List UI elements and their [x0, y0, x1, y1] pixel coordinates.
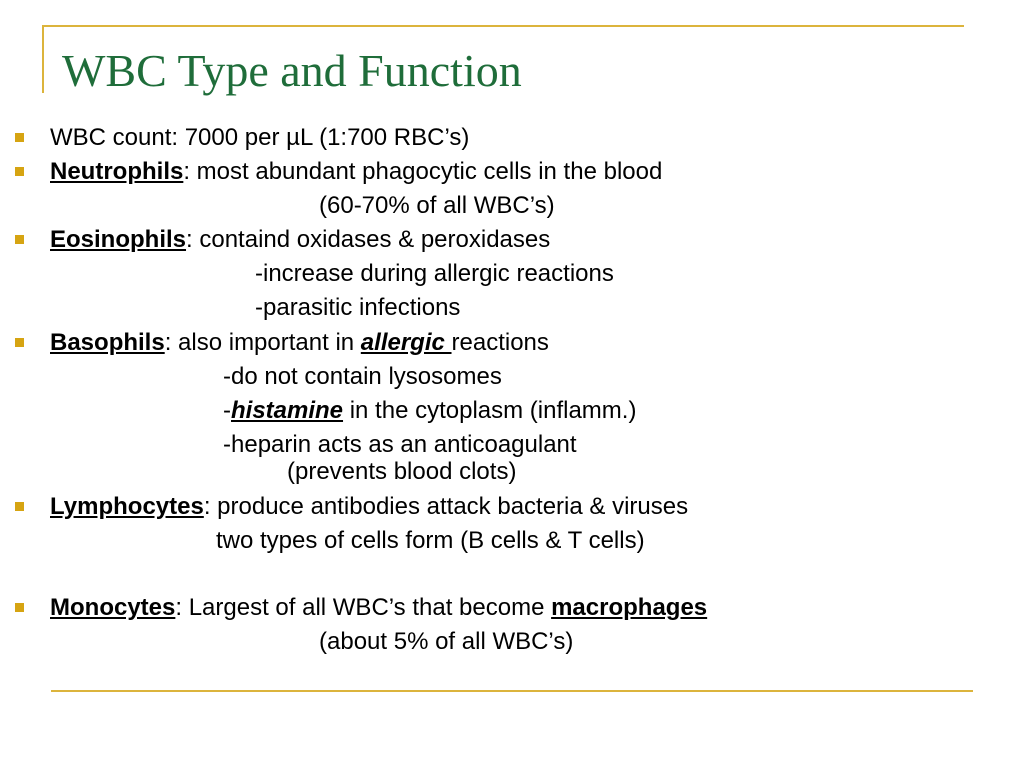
- bullet-marker: [15, 502, 24, 511]
- eosinophils-detail-2: -parasitic infections: [255, 294, 461, 321]
- eosinophils-term: Eosinophils: [50, 226, 187, 253]
- bullet-marker: [15, 603, 24, 612]
- basophils-detail-2-emph: histamine: [231, 397, 344, 424]
- bullet-marker: [15, 133, 24, 142]
- lymphocytes-detail: two types of cells form (B cells & T cells): [216, 527, 645, 554]
- slide-title: WBC Type and Function: [62, 45, 522, 96]
- bullet-marker: [15, 235, 24, 244]
- monocytes-desc-emph: macrophages: [551, 594, 708, 621]
- basophils-line: [50, 328, 549, 358]
- basophils-desc-suffix: reactions: [451, 329, 549, 356]
- bullet-marker: [15, 338, 24, 347]
- bottom-divider-line: [51, 690, 973, 692]
- neutrophils-desc: : most abundant phagocytic cells in the blood: [183, 158, 663, 185]
- neutrophils-detail: (60-70% of all WBC’s): [319, 192, 555, 219]
- basophils-detail-1: -do not contain lysosomes: [223, 363, 502, 390]
- neutrophils-line: [50, 157, 662, 187]
- bullet-marker: [15, 167, 24, 176]
- basophils-term: Basophils: [50, 329, 165, 356]
- lymphocytes-desc: : produce antibodies attack bacteria & viruses: [203, 493, 689, 520]
- lymphocytes-line: [50, 492, 688, 522]
- top-frame-line: [42, 25, 964, 27]
- eosinophils-desc: : containd oxidases & peroxidases: [186, 226, 551, 253]
- eosinophils-line: [50, 225, 550, 255]
- basophils-detail-4: (prevents blood clots): [287, 458, 517, 485]
- basophils-desc-emph: allergic: [360, 329, 452, 356]
- monocytes-desc: : Largest of all WBC’s that become: [175, 594, 552, 621]
- left-frame-line: [42, 25, 44, 93]
- basophils-detail-2: [223, 396, 636, 426]
- neutrophils-term: Neutrophils: [50, 158, 184, 185]
- lymphocytes-term: Lymphocytes: [50, 493, 204, 520]
- basophils-desc-prefix: : also important in: [164, 329, 361, 356]
- wbc-count-line: WBC count: 7000 per µL (1:700 RBC’s): [50, 124, 470, 151]
- basophils-detail-2-prefix: -: [223, 397, 231, 424]
- monocytes-term: Monocytes: [50, 594, 176, 621]
- eosinophils-detail-1: -increase during allergic reactions: [255, 260, 614, 287]
- basophils-detail-3: -heparin acts as an anticoagulant: [223, 431, 577, 458]
- monocytes-detail: (about 5% of all WBC’s): [319, 628, 574, 655]
- basophils-detail-2-suffix: in the cytoplasm (inflamm.): [343, 397, 637, 424]
- monocytes-line: [50, 593, 707, 623]
